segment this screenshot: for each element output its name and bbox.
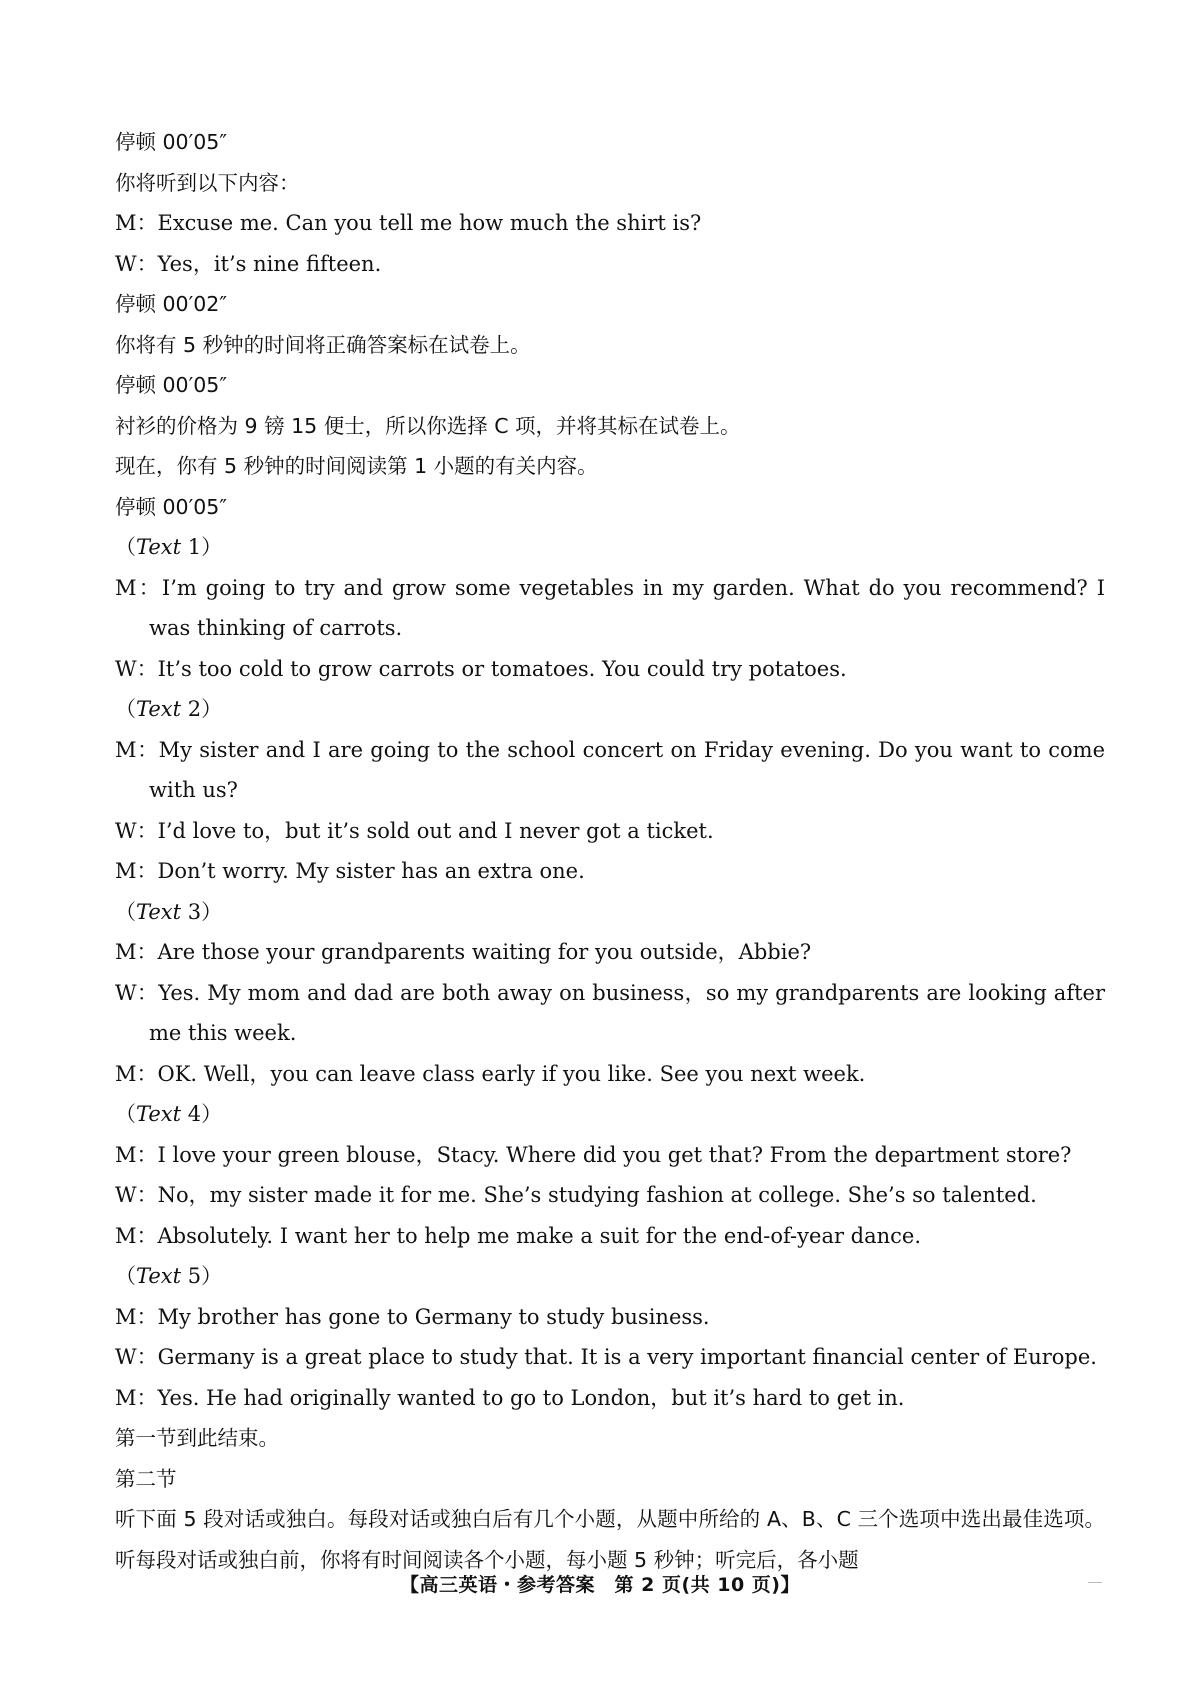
dialogue-line: W：Yes，it’s nine fifteen. <box>115 251 382 276</box>
dialogue-line: M：Don’t worry. My sister has an extra one. <box>115 859 585 883</box>
dialogue-line: W：No，my sister made it for me. She’s studying fashion at college. She’s so talented. <box>115 1183 1037 1207</box>
text-section-label: （Text 2） <box>115 697 223 721</box>
corner-mark <box>1088 1582 1102 1585</box>
page-footer: 【高三英语・参考答案 第 2 页(共 10 页)】 <box>400 1574 800 1596</box>
dialogue-line: M：Are those your grandparents waiting for you outside，Abbie? <box>115 940 812 964</box>
chinese-line: 停顿 00′02″ <box>115 292 227 316</box>
chinese-line: 现在，你有 5 秒钟的时间阅读第 1 小题的有关内容。 <box>115 454 598 478</box>
document-body <box>115 122 1105 1580</box>
chinese-line: 第一节到此结束。 <box>115 1426 279 1450</box>
chinese-line: 你将听到以下内容： <box>115 170 300 195</box>
dialogue-line: W：I’d love to，but it’s sold out and I never got a ticket. <box>115 818 714 843</box>
chinese-line: 停顿 00′05″ <box>115 130 227 154</box>
dialogue-line: W：It’s too cold to grow carrots or tomatoes. You could try potatoes. <box>115 656 847 681</box>
dialogue-line: M：Yes. He had originally wanted to go to London，but it’s hard to get in. <box>115 1385 905 1410</box>
dialogue-line: M：OK. Well，you can leave class early if you like. See you next week. <box>115 1061 866 1086</box>
dialogue-line: M：Excuse me. Can you tell me how much the shirt is? <box>115 211 702 235</box>
dialogue-line: M：My brother has gone to Germany to study business. <box>115 1304 710 1329</box>
chinese-line: 衬衫的价格为 9 镑 15 便士，所以你选择 C 项，并将其标在试卷上。 <box>115 413 741 438</box>
dialogue-line: W：Yes. My mom and dad are both away on business，so my grandparents are looking after me this week. <box>115 980 1105 1045</box>
dialogue-line: M：My sister and I are going to the school concert on Friday evening. Do you want to come with us? <box>115 737 1105 802</box>
chinese-line: 第二节 <box>115 1466 177 1491</box>
dialogue-line: W：Germany is a great place to study that. It is a very important financial center of Europe. <box>115 1345 1097 1369</box>
text-section-label: （Text 5） <box>115 1264 223 1288</box>
chinese-line: 停顿 00′05″ <box>115 494 227 519</box>
chinese-line: 停顿 00′05″ <box>115 373 227 397</box>
text-section-label: （Text 1） <box>115 535 223 559</box>
dialogue-line: M：Absolutely. I want her to help me make a suit for the end-of-year dance. <box>115 1223 922 1248</box>
text-section-label: （Text 4） <box>115 1102 223 1126</box>
dialogue-line: M：I’m going to try and grow some vegetables in my garden. What do you recommend? I was thinking of carrots. <box>115 575 1105 640</box>
dialogue-line: M：I love your green blouse，Stacy. Where did you get that? From the department store? <box>115 1142 1072 1167</box>
text-section-label: （Text 3） <box>115 899 223 924</box>
chinese-paragraph: 听下面 5 段对话或独白。每段对话或独白后有几个小题，从题中所给的 A、B、C 三个选项中选出最佳选项。听每段对话或独白前，你将有时间阅读各个小题，每小题 5 秒钟；听完后，各小题 <box>115 1507 1105 1572</box>
chinese-line: 你将有 5 秒钟的时间将正确答案标在试卷上。 <box>115 332 531 357</box>
